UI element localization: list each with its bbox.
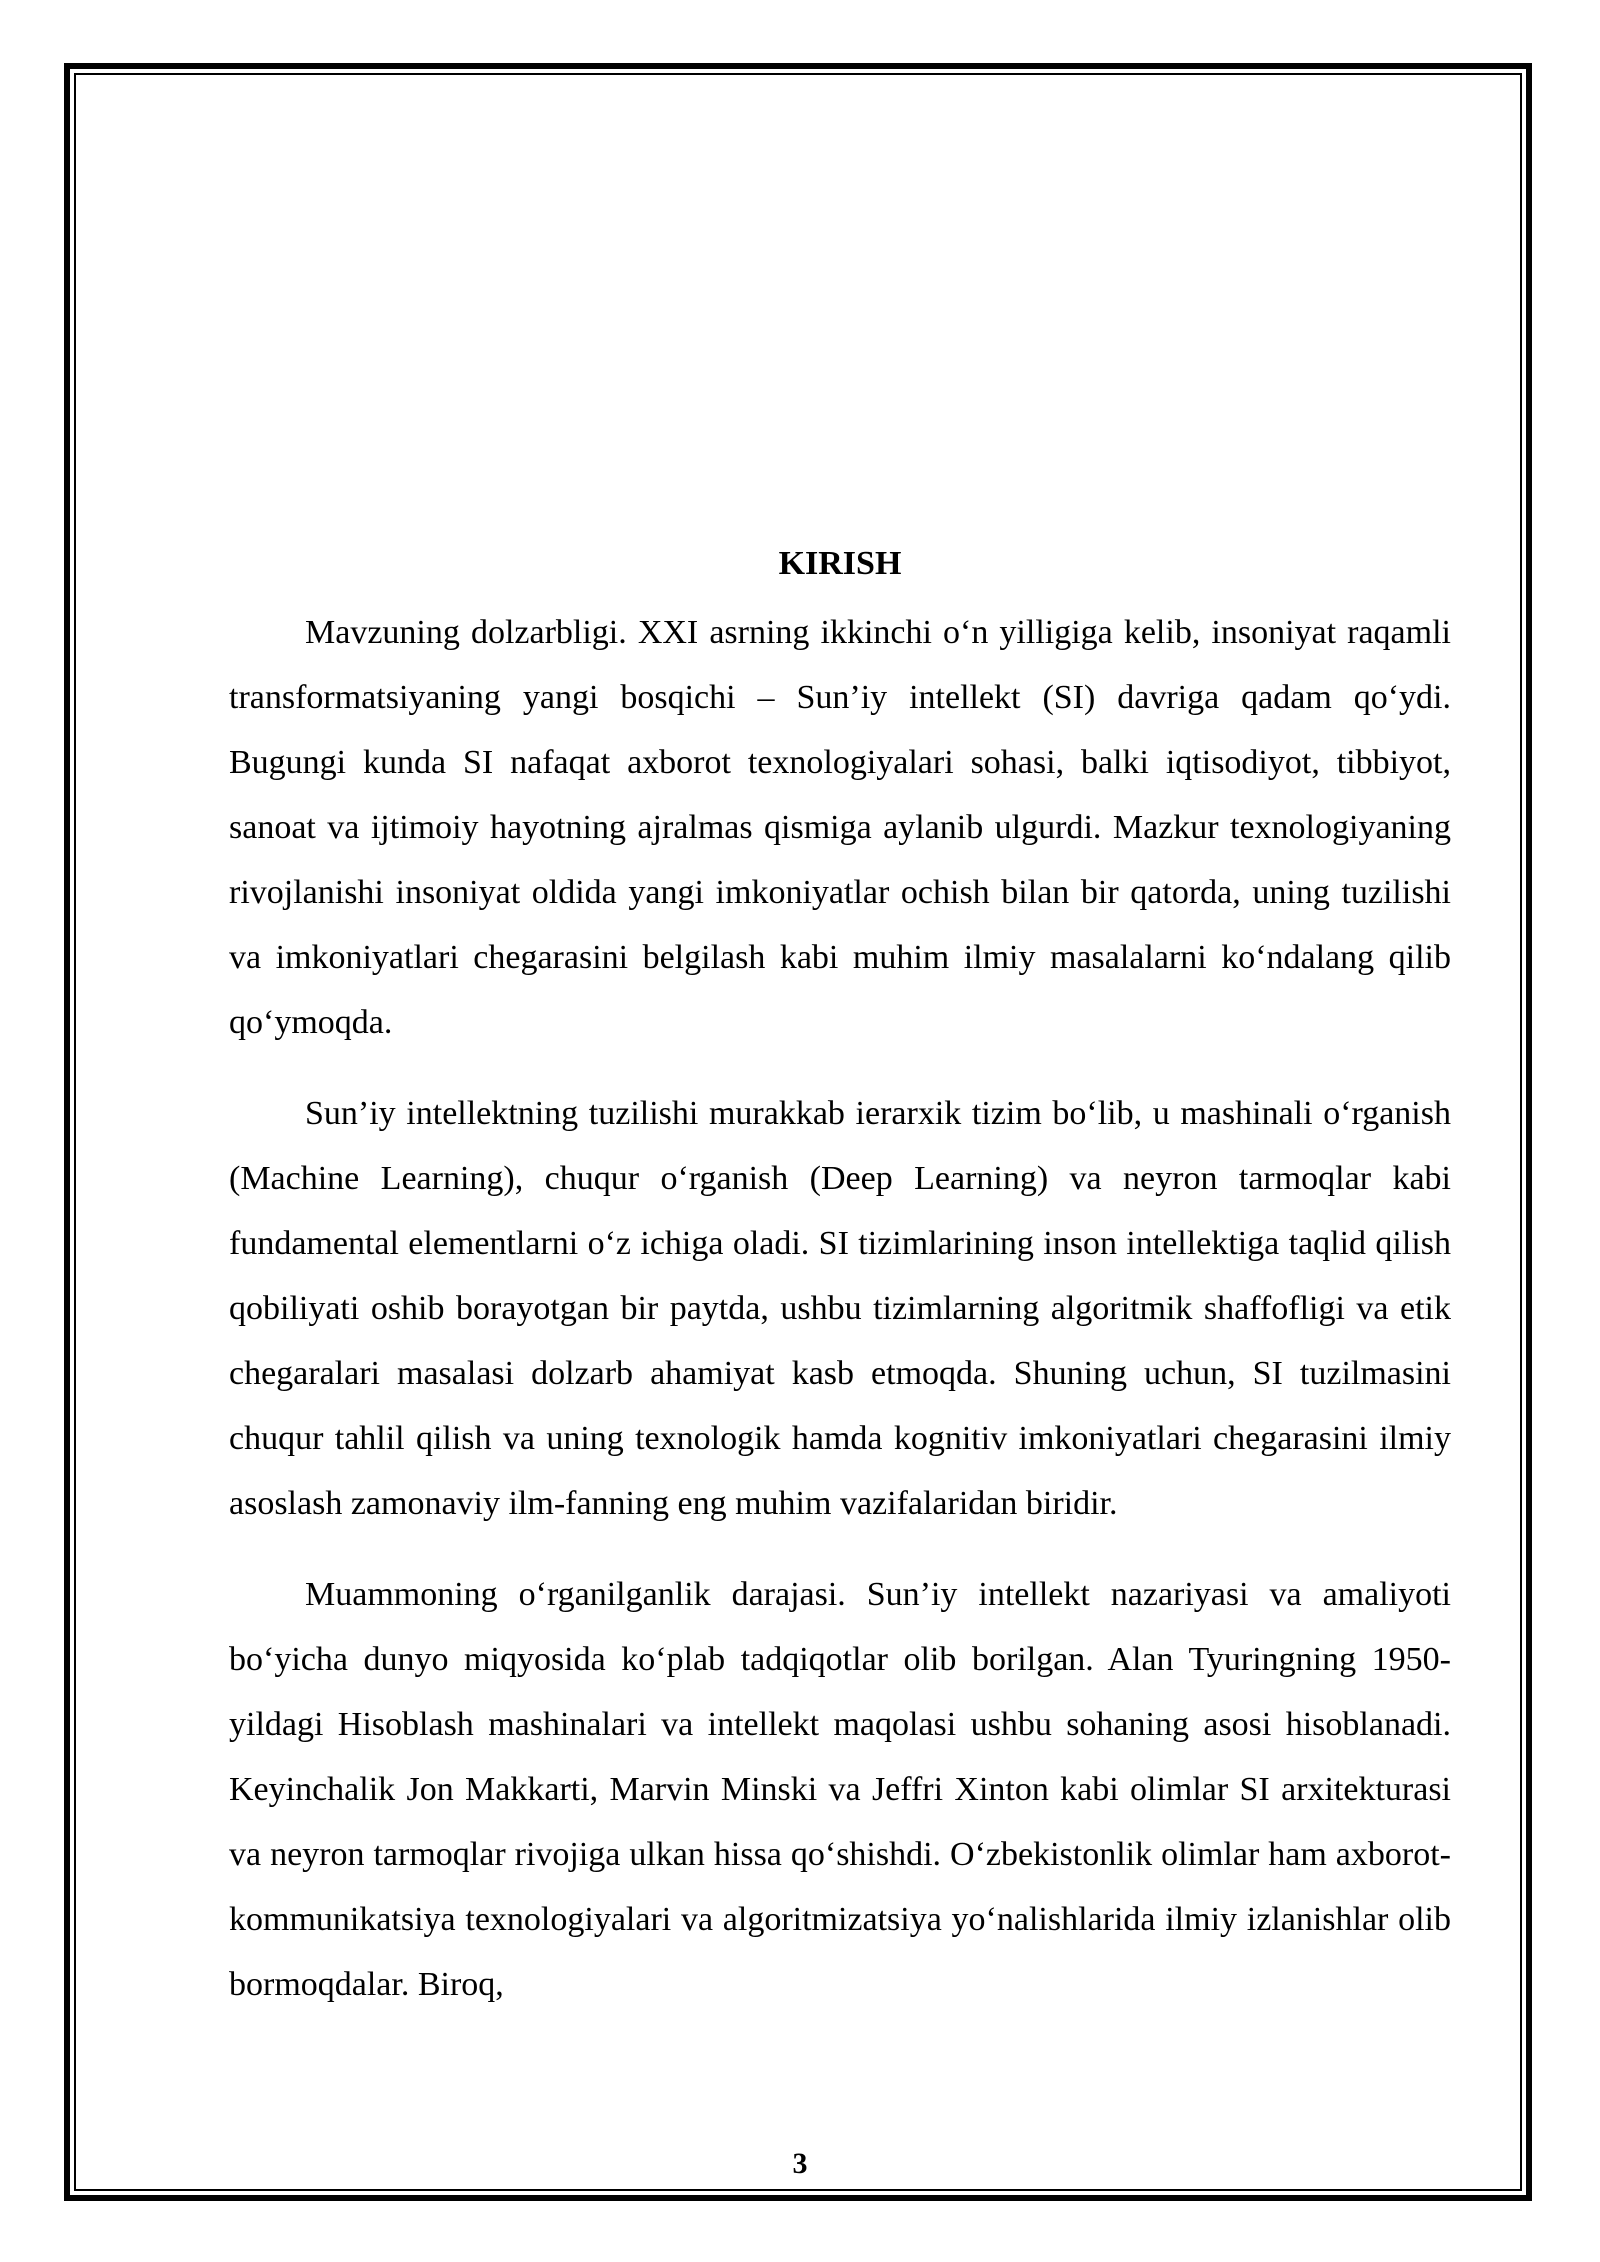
page-number: 3: [792, 2147, 808, 2180]
paragraph-lead: Muammoning o‘rganilganlik darajasi.: [305, 1576, 846, 1613]
section-heading: KIRISH: [778, 545, 902, 582]
document-body: [229, 528, 1451, 2043]
paragraph-research-level: [229, 1562, 1451, 2017]
paragraph-relevance: [229, 600, 1451, 1055]
paragraph-lead: Mavzuning dolzarbligi.: [305, 614, 627, 651]
paragraph-text: Sun’iy intellekt nazariyasi va amaliyoti bo‘yicha dunyo miqyosida ko‘plab tadqiqotlar olib borilgan. Alan Tyuringning 1950-yildagi Hisoblash mashinalari va intellekt maqolasi ushbu sohaning asosi hisoblanadi. Keyinchalik Jon Makkarti, Marvin Minski va Jeffri Xinton kabi olimlar SI arxitekturasi va neyron tarmoqlar rivojiga ulkan hissa qo‘shishdi. O‘zbekistonlik olimlar ham axborot-kommunikatsiya texnologiyalari va algoritmizatsiya yo‘nalishlarida ilmiy izlanishlar olib bormoqdalar. Biroq,: [229, 1576, 1451, 2003]
paragraph-structure: [229, 1081, 1451, 1536]
paragraph-text: XXI asrning ikkinchi o‘n yilligiga kelib, insoniyat raqamli transformatsiyaning yangi bosqichi – Sun’iy intellekt (SI) davriga qadam qo‘ydi. Bugungi kunda SI nafaqat axborot texnologiyalari sohasi, balki iqtisodiyot, tibbiyot, sanoat va ijtimoiy hayotning ajralmas qismiga aylanib ulgurdi. Mazkur texnologiyaning rivojlanishi insoniyat oldida yangi imkoniyatlar ochish bilan bir qatorda, uning tuzilishi va imkoniyatlari chegarasini belgilash kabi muhim ilmiy masalalarni ko‘ndalang qilib qo‘ymoqda.: [229, 614, 1451, 1041]
paragraph-text: Sun’iy intellektning tuzilishi murakkab ierarxik tizim bo‘lib, u mashinali o‘rganish (Machine Learning), chuqur o‘rganish (Deep Learning) va neyron tarmoqlar kabi fundamental elementlarni o‘z ichiga oladi. SI tizimlarining inson intellektiga taqlid qilish qobiliyati oshib borayotgan bir paytda, ushbu tizimlarning algoritmik shaffofligi va etik chegaralari masalasi dolzarb ahamiyat kasb etmoqda. Shuning uchun, SI tuzilmasini chuqur tahlil qilish va uning texnologik hamda kognitiv imkoniyatlari chegarasini ilmiy asoslash zamonaviy ilm-fanning eng muhim vazifalaridan biridir.: [229, 1095, 1451, 1522]
